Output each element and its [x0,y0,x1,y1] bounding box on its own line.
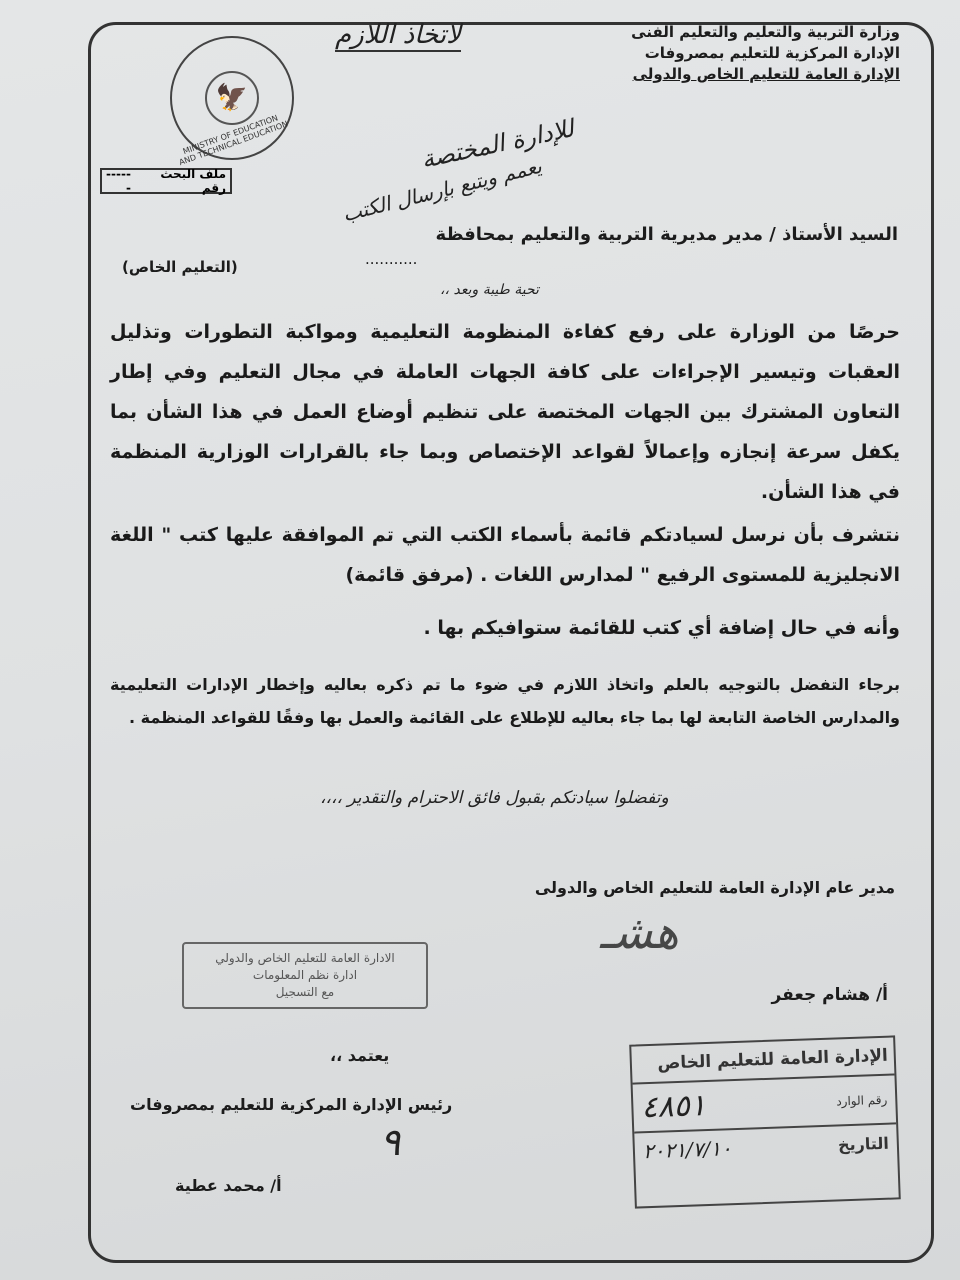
registration-stamp [182,942,428,1009]
signatory-name: أ/ هشام جعفر [771,985,888,1005]
signature-mark: هشـ [600,905,679,959]
incoming-number: ٤٨٥١ [640,1088,707,1126]
header-line: الإدارة المركزية للتعليم بمصروفات [644,44,900,62]
incoming-date: ٢٠٢١/٧/١٠ [642,1136,732,1164]
request-paragraph: برجاء التفضل بالتوجيه بالعلم واتخاذ اللازم في ضوء ما تم ذكره بعاليه وإخطار الإدارات التعليمية والمدارس الخاصة التابعة لها بما جاء بعاليه للإطلاع على القائمة والعمل بها وفقًا للقواعد المنظمة . [110,675,900,727]
file-number-label: ملف البحث رقم [160,167,226,195]
governorate-placeholder: ........... [365,250,418,268]
approver-name: أ/ محمد عطية [175,1176,282,1195]
handwritten-note: يعمم ويتبع بإرسال الكتب [340,153,545,227]
ministry-header [631,22,900,85]
greeting: تحية طيبة وبعد ،، [440,282,539,298]
handwritten-routing: للإدارة المختصة [418,114,577,174]
body-paragraph: نتشرف بأن نرسل لسيادتكم قائمة بأسماء الكتب التي تم الموافقة عليها كتب " اللغة الانجليزية للمستوى الرفيع " لمدارس اللغات . (مرفق قائمة) [110,524,900,586]
stamp-department: الإدارة العامة للتعليم الخاص [631,1037,894,1084]
body-paragraph: حرصًا من الوزارة على رفع كفاءة المنظومة التعليمية ومواكبة التطورات وتذليل العقبات وتيسير الإجراءات على كافة الجهات العاملة في مجال التعليم وفي إطار التعاون المشترك بين الجهات المختصة على تنظيم أوضاع العمل في هذا الشأن بما يكفل سرعة إنجازه وإعمالاً لقواعد الإختصاص وبما جاء بالقرارات الوزارية المنظمة في هذا الشأن. [110,321,900,503]
body-paragraph: وأنه في حال إضافة أي كتب للقائمة ستوافيكم بها . [423,617,900,639]
closing-line: وتفضلوا سيادتكم بقبول فائق الاحترام والتقدير ،،،، [320,788,669,808]
file-number-value: ------ [106,167,131,195]
department-label: (التعليم الخاص) [122,258,238,276]
header-line: الإدارة العامة للتعليم الخاص والدولى [632,65,900,83]
eagle-emblem-icon: 🦅 [205,71,259,125]
stamp-line: الادارة العامة للتعليم الخاص والدولي [215,951,395,965]
handwritten-instruction: لاتخاذ اللازم [335,20,461,50]
logo-text: MINISTRY OF EDUCATION AND TECHNICAL EDUCATION [177,113,290,168]
header-line: وزارة التربية والتعليم والتعليم الفنى [631,23,900,41]
stamp-line: ادارة نظم المعلومات [252,968,358,982]
date-label: التاريخ [837,1133,890,1154]
approval-label: يعتمد ،، [330,1046,390,1065]
incoming-stamp [629,1035,901,1208]
approver-signature: ٩ [380,1120,401,1164]
stamp-line: مع التسجيل [275,985,335,999]
addressee-line: السيد الأستاذ / مدير مديرية التربية والتعليم بمحافظة [435,224,898,245]
ministry-logo [170,36,294,168]
approver-title: رئيس الإدارة المركزية للتعليم بمصروفات [130,1095,453,1114]
signatory-title: مدير عام الإدارة العامة للتعليم الخاص والدولى [534,878,895,897]
incoming-number-label: رقم الوارد [836,1092,888,1108]
file-number-box [100,168,232,194]
